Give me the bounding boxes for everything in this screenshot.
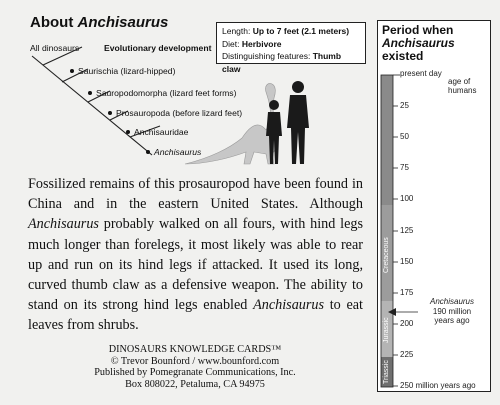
timeline-tick-225: 225 xyxy=(400,350,414,359)
timeline-tick-150: 150 xyxy=(400,257,414,266)
era-jurassic: Jurassic xyxy=(383,317,390,343)
period-title: Period when Anchisaurus existed xyxy=(382,23,455,63)
fact-length: Length: Up to 7 feet (2.1 meters) xyxy=(222,26,350,36)
timeline-age-of-humans: age of humans xyxy=(448,77,477,95)
footer-publisher: Published by Pomegranate Communications, Inc. xyxy=(94,367,296,378)
footer-series: DINOSAURS KNOWLEDGE CARDS™ xyxy=(108,344,282,355)
timeline-tick-125: 125 xyxy=(400,226,414,235)
about-title-name: Anchisaurus xyxy=(77,14,169,31)
cladogram-node-saurischia: Saurischia (lizard-hipped) xyxy=(78,66,176,76)
timeline-tick-50: 50 xyxy=(400,132,409,141)
cladogram-node-sauropodomorpha: Sauropodomorpha (lizard feet forms) xyxy=(96,88,237,98)
timeline-bottom: 250 million years ago xyxy=(400,381,476,390)
era-triassic: Triassic xyxy=(383,360,390,384)
timeline-tick-100: 100 xyxy=(400,194,414,203)
timeline-present-day: present day xyxy=(400,69,442,78)
about-title: About Anchisaurus xyxy=(30,14,169,31)
facts-box xyxy=(216,22,366,74)
cladogram-root: All dinosaurs xyxy=(30,43,80,53)
cladogram-node-anchisauridae: Anchisauridae xyxy=(134,127,189,137)
timeline-marker-label: Anchisaurus 190 million years ago xyxy=(429,297,475,325)
timeline-tick-200: 200 xyxy=(400,319,414,328)
timeline-tick-75: 75 xyxy=(400,163,409,172)
footer-copyright: © Trevor Bounford / www.bounford.com xyxy=(110,355,280,367)
timeline-tick-25: 25 xyxy=(400,101,409,110)
fact-diet: Diet: Herbivore xyxy=(222,38,282,49)
cladogram-header: Evolutionary development xyxy=(104,43,212,53)
cladogram-node-prosauropoda: Prosauropoda (before lizard feet) xyxy=(116,108,243,118)
human-silhouettes xyxy=(262,78,322,168)
footer xyxy=(30,344,360,390)
timeline-tick-175: 175 xyxy=(400,288,414,297)
fact-features: Distinguishing features: Thumb claw xyxy=(222,51,342,74)
period-panel xyxy=(377,20,491,392)
cladogram-node-anchisaurus: Anchisaurus xyxy=(154,147,202,157)
era-cretaceous: Cretaceous xyxy=(383,237,390,273)
description-paragraph: Fossilized remains of this prosauropod have been found in China and in the eastern United States. Although Anchisaurus probably walked on all fours, with hind legs much longer than forelegs, it most likely was able to rear up and run on its hind legs if attacked. It used its long, curved thumb claw as a defensive weapon. The ability to stand on its strong hind legs enabled Anchisaurus to eat leaves from shrubs. xyxy=(28,176,363,334)
footer-address: Box 808022, Petaluma, CA 94975 xyxy=(125,378,265,390)
